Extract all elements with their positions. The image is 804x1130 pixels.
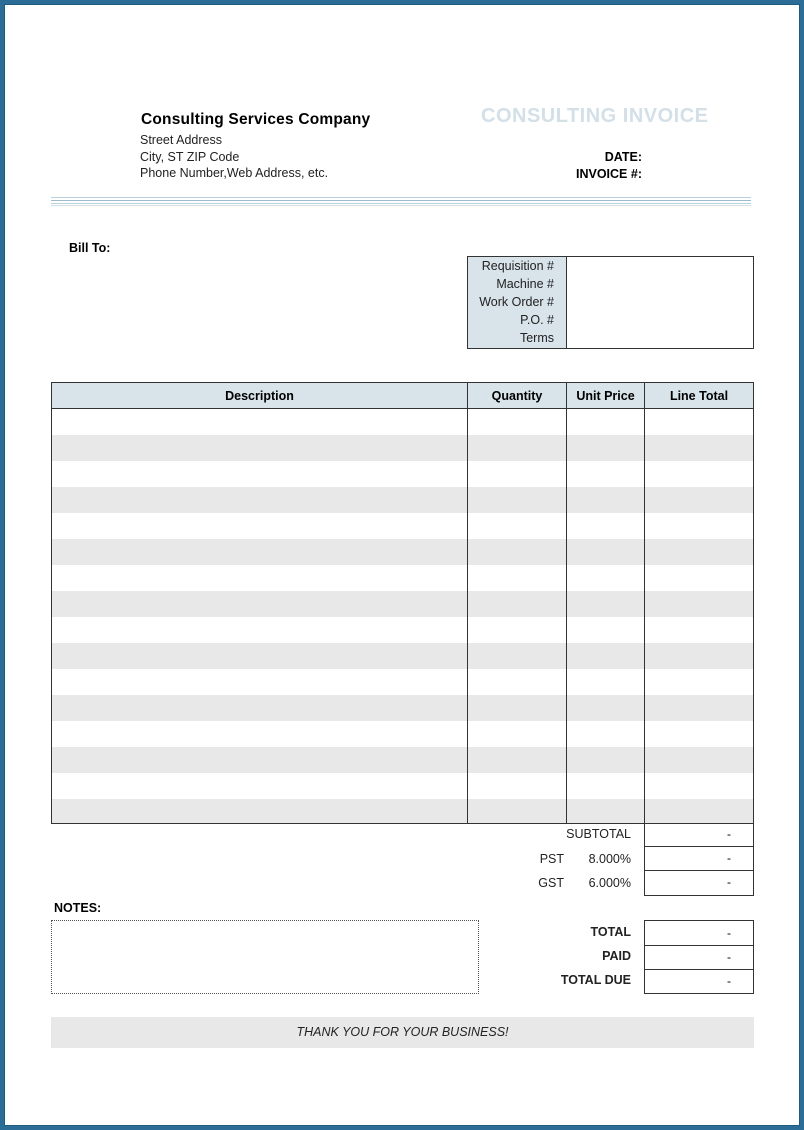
table-header <box>52 383 753 409</box>
table-row <box>52 747 753 773</box>
invoice-number-label: INVOICE #: <box>576 167 642 181</box>
total-due-label: TOTAL DUE <box>560 973 631 987</box>
total-label: TOTAL <box>590 925 631 939</box>
table-row <box>52 435 753 461</box>
reference-box <box>467 256 754 349</box>
pst-label: PST <box>539 852 564 866</box>
totals-divider <box>645 945 753 946</box>
header-divider <box>51 205 751 206</box>
paid-label: PAID <box>602 949 631 963</box>
column-divider <box>467 383 468 823</box>
column-divider <box>644 383 645 823</box>
street-address: Street Address <box>140 133 222 147</box>
po-label: P.O. # <box>520 313 554 327</box>
column-line-total: Line Total <box>669 389 729 403</box>
pst-rate: 8.000% <box>588 852 631 866</box>
table-row <box>52 643 753 669</box>
work-order-label: Work Order # <box>479 295 554 309</box>
total-due-value: - <box>727 974 731 988</box>
city-state-zip: City, ST ZIP Code <box>140 150 240 164</box>
subtotal-label: SUBTOTAL <box>566 827 631 841</box>
line-items-table <box>51 382 754 824</box>
table-row <box>52 539 753 565</box>
subtotal-value: - <box>727 827 731 841</box>
table-row <box>52 591 753 617</box>
paid-value: - <box>727 950 731 964</box>
column-quantity: Quantity <box>491 389 543 403</box>
company-name: Consulting Services Company <box>141 111 371 128</box>
terms-label: Terms <box>519 331 554 345</box>
thank-you-banner: THANK YOU FOR YOUR BUSINESS! <box>51 1017 754 1048</box>
gst-label: GST <box>538 876 564 890</box>
header-divider <box>51 197 751 198</box>
requisition-label: Requisition # <box>481 259 554 273</box>
subtotal-cell <box>644 823 754 847</box>
tax-cells <box>644 847 754 896</box>
column-description: Description <box>225 389 294 403</box>
pst-value: - <box>727 851 731 865</box>
tax-divider <box>645 870 753 871</box>
notes-label: NOTES: <box>54 901 102 915</box>
table-row <box>52 799 753 824</box>
bill-to-label: Bill To: <box>69 241 111 255</box>
header-divider <box>51 203 751 204</box>
gst-rate: 6.000% <box>588 876 631 890</box>
notes-area[interactable] <box>51 920 479 994</box>
gst-value: - <box>727 875 731 889</box>
totals-cells <box>644 920 754 994</box>
table-row <box>52 487 753 513</box>
machine-label: Machine # <box>496 277 554 291</box>
invoice-title: CONSULTING INVOICE <box>481 105 709 127</box>
total-value: - <box>727 926 731 940</box>
contact-info: Phone Number,Web Address, etc. <box>140 166 329 180</box>
column-unit-price: Unit Price <box>576 389 635 403</box>
table-row <box>52 695 753 721</box>
totals-divider <box>645 969 753 970</box>
invoice-sheet <box>4 4 800 1126</box>
column-divider <box>566 383 567 823</box>
reference-labels <box>468 257 567 348</box>
date-label: DATE: <box>604 150 642 164</box>
header-divider <box>51 200 751 201</box>
